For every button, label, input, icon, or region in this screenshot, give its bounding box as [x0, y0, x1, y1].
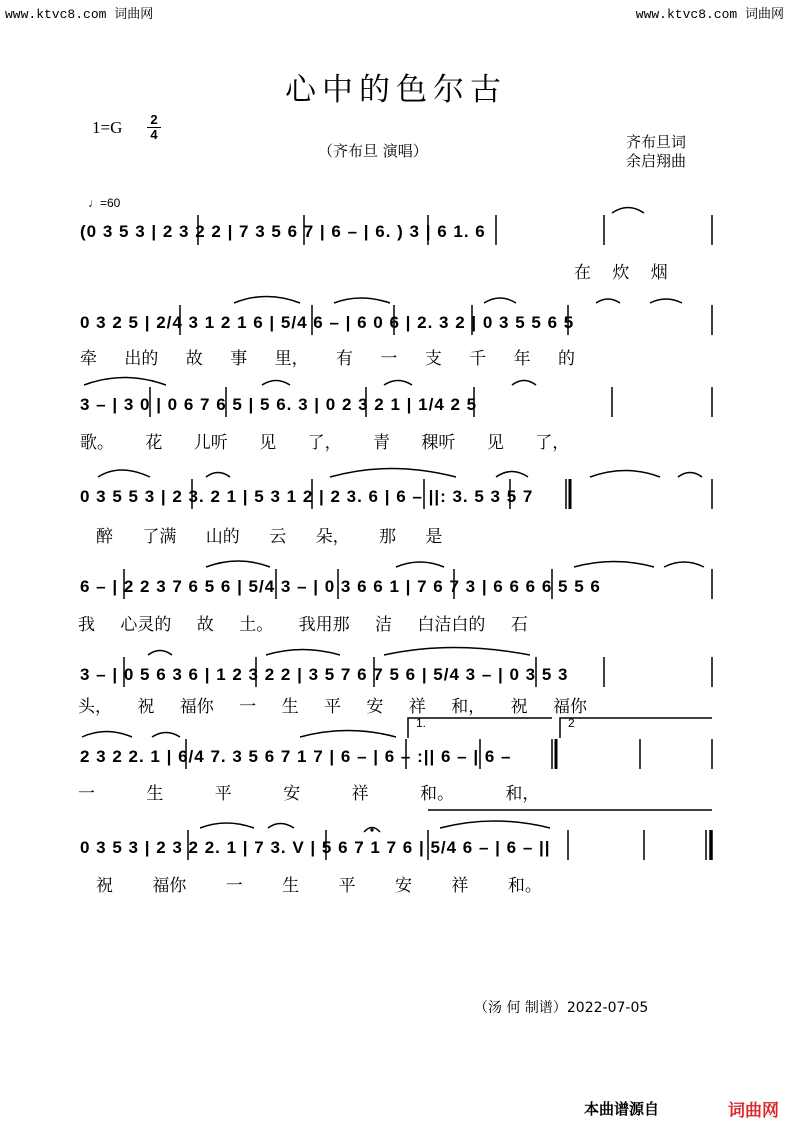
- lyricist: 齐布旦词: [626, 133, 687, 151]
- notes-row-1: (0 3 5 3 | 2 3 2 2 | 7 3 5 6 7 | 6 – | 6. ) 3 | 6 1. 6: [80, 222, 486, 241]
- notes-row-2: 0 3 2 5 | 2/4 3 1 2 1 6 | 5/4 6 – | 6 0 6 | 2. 3 2 | 0 3 5 5 6 5: [80, 313, 575, 332]
- notes-row-6: 3 – | 0 5 6 3 6 | 1 2 3 2 2 | 3 5 7 6 7 5 6 | 5/4 3 – | 0 3 5 3: [80, 665, 569, 684]
- volta-second-label: 2: [568, 716, 575, 730]
- performer: （齐布旦 演唱）: [318, 142, 428, 160]
- time-signature-top: 2: [150, 112, 158, 127]
- footer-source-label: 本曲谱源自: [584, 1100, 660, 1118]
- notes-row-5: 6 – | 2 2 3 7 6 5 6 | 5/4 3 – | 0 3 6 6 1 | 7 6 7 3 | 6 6 6 6 5 5 6: [80, 577, 601, 596]
- lyrics-row-7: 一 生 平 安 祥 和。 和，: [78, 784, 540, 804]
- notes-row-3: 3 – | 3 0 | 0 6 7 6 5 | 5 6. 3 | 0 2 3 2 1 | 1/4 2 5: [80, 395, 478, 414]
- lyrics-row-3: 歌。 花 儿听 见 了， 青 稞听 见 了，: [80, 433, 570, 453]
- key-signature: 1=G: [92, 118, 123, 137]
- site-logo[interactable]: 词曲网: [728, 1101, 779, 1121]
- lyrics-row-4: 醉 了满 山的 云 朵， 那 是: [96, 527, 443, 547]
- notes-row-7: 2 3 2 2. 1 | 6/4 7. 3 5 6 7 1 7 | 6 – | 6 – :|| 6 – | 6 –: [80, 747, 512, 766]
- notes-row-8: 0 3 5 3 | 2 3 2 2. 1 | 7 3. V | 5 6 7 1 7 6 | 5/4 6 – | 6 – ||: [80, 838, 551, 857]
- lyrics-row-1: 在 炊 烟: [574, 263, 668, 283]
- arranger-credit: （汤 何 制谱）2022-07-05: [474, 1000, 649, 1016]
- composer: 余启翔曲: [626, 152, 687, 170]
- song-title: 心中的色尔古: [285, 72, 507, 108]
- watermark-left: www.ktvc8.com 词曲网: [5, 7, 154, 22]
- lyrics-row-5: 我 心灵的 故 土。 我用那 洁 白洁白的 石: [78, 615, 528, 635]
- lyrics-row-8: 祝 福你 一 生 平 安 祥 和。: [96, 876, 542, 896]
- lyrics-row-2: 牵 出的 故 事 里， 有 一 支 千 年 的: [80, 349, 576, 369]
- lyrics-row-6: 头， 祝 福你 一 生 平 安 祥 和， 祝 福你: [78, 697, 588, 717]
- tempo-mark: ♩=60: [88, 196, 121, 210]
- volta-first-label: 1.: [416, 716, 427, 730]
- watermark-right: www.ktvc8.com 词曲网: [635, 7, 784, 22]
- notes-row-4: 0 3 5 5 3 | 2 3. 2 1 | 5 3 1 2 | 2 3. 6 | 6 – ||: 3. 5 3 5 7: [80, 487, 534, 506]
- time-signature-bottom: 4: [150, 127, 158, 142]
